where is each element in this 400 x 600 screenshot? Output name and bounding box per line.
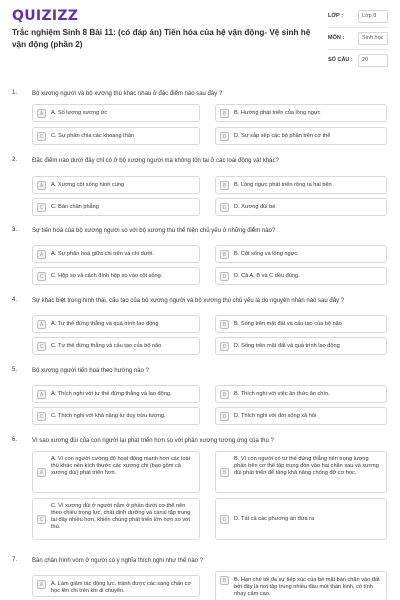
- option-d[interactable]: [215, 198, 387, 216]
- option-letter: B: [220, 576, 229, 585]
- question-number: 3.: [12, 227, 18, 233]
- option-text: D. Sống trên mặt đất và quá trình lao động: [234, 343, 340, 349]
- option-letter: C: [37, 342, 46, 351]
- question-text: Bàn chân hình vòm ở người có ý nghĩa thích nghi như thế nào ?: [32, 558, 204, 564]
- question-text: Bộ xương người tiến hoá theo hướng nào ?: [32, 368, 149, 374]
- option-letter: C: [37, 272, 46, 281]
- question-text: Bộ xương người và bộ xương thú khác nhau ở đặc điểm nào sau đây ?: [32, 91, 223, 97]
- option-text: C. Bàn chân phẳng: [51, 204, 99, 210]
- option-d[interactable]: [215, 127, 387, 145]
- option-a[interactable]: [32, 245, 200, 263]
- question-text: Sự tiến hoá của bộ xương người so với bộ xương thú thể hiện chủ yếu ở những điểm nào?: [32, 228, 276, 234]
- option-letter: B: [220, 250, 229, 259]
- grade-label: LỚP :: [328, 13, 343, 19]
- option-text: B. Hướng phát triển của lồng ngực: [234, 110, 321, 116]
- option-c[interactable]: [32, 267, 200, 285]
- option-b[interactable]: [215, 385, 387, 403]
- option-text: A. Tư thế đứng thẳng và quá trình lao động: [51, 321, 159, 327]
- option-text: B. Lồng ngực phát triển rộng ra hai bên: [234, 182, 332, 188]
- meta-row-grade: [328, 10, 388, 28]
- worksheet-title: Trắc nghiệm Sinh 8 Bài 11: (có đáp án) Tiến hóa của hệ vận động- Vệ sinh hệ vận động (phần 2): [12, 28, 311, 49]
- option-b[interactable]: [215, 315, 387, 333]
- option-letter: C: [37, 203, 46, 212]
- option-a[interactable]: [32, 451, 200, 493]
- option-letter: C: [37, 412, 46, 421]
- option-text: C. Tư thế đứng thẳng và cấu tạo của bộ não: [51, 343, 162, 349]
- meta-row-count: [328, 54, 388, 67]
- option-letter: B: [220, 468, 229, 477]
- question-number: 7.: [12, 557, 18, 563]
- option-a[interactable]: [32, 315, 200, 333]
- option-letter: D: [220, 272, 229, 281]
- option-b[interactable]: [215, 176, 387, 194]
- option-letter: B: [220, 320, 229, 329]
- option-text: D. Thích nghi với đời sống xã hội: [234, 413, 317, 419]
- option-c[interactable]: [32, 407, 200, 425]
- option-a[interactable]: [32, 575, 200, 597]
- option-d[interactable]: [215, 337, 387, 355]
- option-letter: C: [37, 132, 46, 141]
- quizizz-logo: QUIZIZZ: [12, 8, 79, 24]
- option-d[interactable]: [215, 407, 387, 425]
- option-text: C. Hộp sọ và cách đính hộp sọ vào cột sống.: [51, 273, 163, 279]
- option-text: A. Làm giảm tác động lực, tránh được các sang chấn cơ học lên chi trên khi di chuyển.: [51, 581, 192, 594]
- option-c[interactable]: [32, 498, 200, 540]
- option-letter: D: [220, 132, 229, 141]
- option-text: A. Sự phân hoá giữa chi trên và chi dưới.: [51, 251, 154, 257]
- grade-value: Lớp 8: [358, 10, 388, 23]
- option-text: D. Xương đùi bé: [234, 204, 276, 210]
- option-letter: A: [37, 181, 46, 190]
- option-text: C. Thích nghi với khả năng tư duy trừu tượng.: [51, 413, 166, 419]
- option-text: A. Số lượng xương ức: [51, 110, 108, 116]
- option-letter: B: [220, 390, 229, 399]
- option-text: B. Thích nghi với việc ăn thức ăn chín.: [234, 391, 330, 397]
- option-text: A. Xương cột sống hình cung: [51, 182, 125, 188]
- subject-value: Sinh học: [358, 32, 388, 45]
- option-letter: B: [220, 109, 229, 118]
- question-count-value: 20: [358, 54, 388, 67]
- option-c[interactable]: [32, 337, 200, 355]
- meta-row-subject: [328, 32, 388, 50]
- option-letter: B: [220, 181, 229, 190]
- option-letter: C: [37, 515, 46, 524]
- option-text: B. Sống trên mặt đất và cấu tạo của bộ não: [234, 321, 342, 327]
- option-letter: D: [220, 342, 229, 351]
- worksheet-header: [0, 0, 400, 80]
- option-letter: D: [220, 203, 229, 212]
- question-number: 4.: [12, 297, 18, 303]
- option-text: C. Vì xương đùi ở người nằm ở phần dưới cơ thể nên theo chiều trọng lực, chất dinh dưỡng và canxi tập trung tại đây nhiều hơn, khiến chúng phát triển lớn hơn so với thú.: [51, 503, 191, 530]
- option-letter: A: [37, 468, 46, 477]
- question-text: Đặc điểm nào dưới đây chỉ có ở bộ xương người mà không tồn tại ở các loài động vật khác?: [32, 158, 279, 164]
- option-d[interactable]: [215, 498, 387, 540]
- question-number: 1.: [12, 90, 18, 96]
- option-text: B. Vì con người có tư thế đứng thẳng nên trọng lượng phần trên cơ thể tập trung dồn vào hai chân sau và xương đùi phát triển để tăng khả năng chống đỡ cơ học.: [234, 456, 379, 476]
- option-text: A. Vì con người cường độ hoạt động mạnh hơn các loài thú khác nên kích thước các xương chi (bao gồm cả xương đùi) phát triển hơn.: [51, 456, 190, 476]
- option-text: D. Sự sắp xếp các bộ phận trên cơ thể: [234, 133, 331, 139]
- option-c[interactable]: [32, 127, 200, 145]
- option-text: D. Cả A, B và C đều đúng.: [234, 273, 300, 279]
- meta-panel: [328, 10, 388, 71]
- option-a[interactable]: [32, 176, 200, 194]
- question-number: 2.: [12, 157, 18, 163]
- subject-label: MÔN :: [328, 35, 345, 41]
- option-text: D. Tất cả các phương án đưa ra: [234, 516, 315, 522]
- option-b[interactable]: [215, 245, 387, 263]
- option-letter: A: [37, 320, 46, 329]
- option-a[interactable]: [32, 104, 200, 122]
- option-b[interactable]: [215, 104, 387, 122]
- question-number: 6.: [12, 437, 18, 443]
- option-letter: D: [220, 515, 229, 524]
- option-c[interactable]: [32, 198, 200, 216]
- question-number: 5.: [12, 367, 18, 373]
- option-text: B. Cột sống và lồng ngực.: [234, 251, 299, 257]
- question-text: Vì sao xương đùi của con người lại phát triển hơn so với phần xương tương ứng của thú ?: [32, 438, 274, 444]
- option-a[interactable]: [32, 385, 200, 403]
- option-text: C. Sự phân chia các khoang thân: [51, 133, 135, 139]
- option-letter: A: [37, 250, 46, 259]
- option-b[interactable]: [215, 451, 387, 493]
- option-letter: A: [37, 390, 46, 399]
- question-text: Sự khác biệt trong hình thái, cấu tạo của bộ xương người và bộ xương thú chủ yếu là do nguyên nhân nào sau đây ?: [32, 298, 345, 304]
- option-text: B. Hạn chế tối đa sự tiếp xúc của bề mặt bàn chân vào đất bởi đây là nơi tập trung nhiều đầu mút thần kinh, có tính nhạy cảm cao.: [234, 577, 380, 597]
- option-letter: D: [220, 412, 229, 421]
- option-b[interactable]: [215, 571, 387, 600]
- question-count-label: SỐ CÂU :: [328, 57, 353, 63]
- option-d[interactable]: [215, 267, 387, 285]
- option-letter: A: [37, 580, 46, 589]
- option-text: A. Thích nghi với tư thế đứng thẳng và lao động.: [51, 391, 172, 397]
- option-letter: A: [37, 109, 46, 118]
